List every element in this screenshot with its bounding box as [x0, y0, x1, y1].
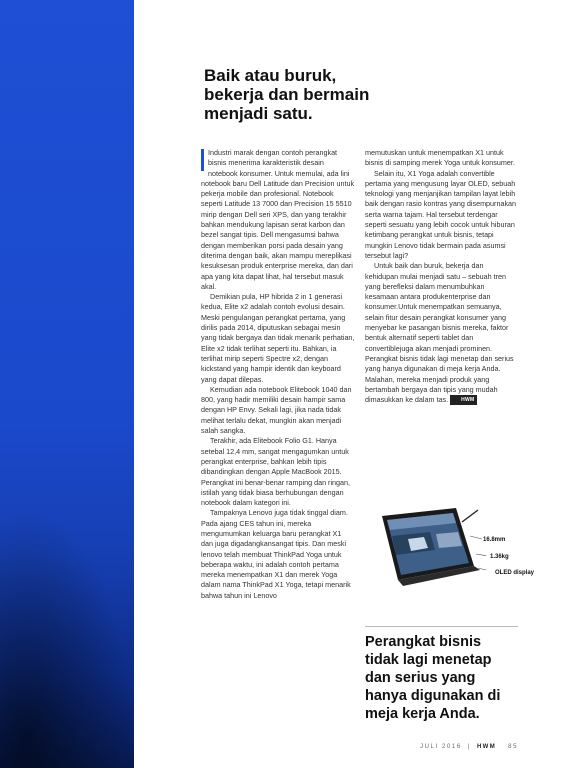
blue-side-band: [0, 0, 134, 768]
page-footer: [420, 744, 518, 750]
body-column-left: [201, 148, 355, 601]
body-paragraph: Kemudian ada notebook Elitebook 1040 dan 800, yang hadir memiliki desain hampir sama dengan HP Envy. Sekali lagi, jika nada tidak melihat terlalu dekat, mungkin akan menjadi salah sangka.: [201, 384, 352, 436]
spec-display-label: [495, 570, 534, 577]
end-of-article-mark: HWM: [450, 395, 476, 405]
body-column-right: [365, 148, 518, 405]
pullquote-line: Perangkat bisnis: [365, 634, 482, 650]
pullquote-divider: [365, 626, 518, 627]
laptop-tablet-illustration: [378, 506, 486, 588]
paragraph-text: Industri marak dengan contoh perangkat bisnis menerima karakteristik desain notebook konsumer. Untuk memulai, ada lini notebook baru Dell Latitude dan Precision untuk pekerja mobile dan profesional. Notebook seperti Latitude 13 7000 dan Precision 15 5510 mirip dengan Dell seri XPS, dan yang terakhir bahkan mendukung lapisan serat karbon dan bezel sangat tipis. Dell mengasumsi bahwa dengan memberikan porsi pada desain yang diterima dengan baik, akan mampu mereplikasi kesuksesan produk enterprise mereka, dan dari apa yang kita dapat lihat, hal tersebut masuk akal.: [201, 148, 355, 291]
body-paragraph: [365, 261, 518, 405]
footer-brand: HWM: [476, 744, 497, 750]
pullquote-line: meja kerja Anda.: [365, 706, 480, 722]
body-paragraph: Selain itu, X1 Yoga adalah convertible pertama yang mengusung layar OLED, sebuah teknologi yang menjanjikan tampilan layat lebih baik dengan rasio kontras yang disempurnakan serta warna tajam. Hal tersebut terdengar seperti sesuatu yang lebih cocok untuk hiburan ketimbang perangkat untuk bisnis, tetapi mungkin Lenovo tidak bermain pada asumsi tersebut lagi?: [365, 168, 517, 260]
body-paragraph: [201, 148, 355, 292]
pullquote-line: hanya digunakan di: [365, 688, 501, 704]
pullquote-line: tidak lagi menetap: [365, 652, 492, 668]
page-number: 85: [508, 744, 519, 750]
body-paragraph: Demikian pula, HP hibrida 2 in 1 generasi kedua, Elite x2 adalah contoh evolusi desain. Meski pengulangan perangkat pertama, yang dirilis pada 2014, diputuskan sebagai mesin yang tidak bergaya dan tidak menarik perhatian, Elite x2 tidak terlihat seperti itu. Bahkan, ia terlihat mirip seperti Spectre x2, dengan kickstand yang hampir identik dan keyboard yang dapat dilepas.: [201, 292, 355, 384]
spec-thickness-label: 16.8mm: [483, 537, 506, 543]
body-paragraph: memutuskan untuk menempatkan X1 untuk bisnis di samping merek Yoga untuk konsumer.: [365, 148, 515, 168]
drop-cap-marker: [201, 149, 204, 171]
headline-line: bekerja dan bermain: [204, 85, 370, 104]
footer-separator: |: [467, 744, 471, 750]
paragraph-text: Untuk baik dan buruk, bekerja dan kehidupan mulai menjadi satu – sebuah tren yang berefleksi dalam menumbuhkan kesamaan antara produkenterprise dan konsumer.Untuk menempatkan semuanya, selain fitur desain perangkat konsumer yang menyebar ke pasangan bisnis mereka, faktor bentuk alternatif seperti tablet dan convertiblejuga akan menjadi prominen. Perangkat bisnis tidak lagi menetap dan serius yang hanya digunakan di meja kerja Anda. Malahan, mereka menjadi produk yang bertambah bergaya dan tipis yang mudah dimasukkan ke dalam tas.: [365, 261, 514, 405]
pull-quote: [365, 633, 525, 723]
article-headline: [204, 66, 394, 123]
body-paragraph: Terakhir, ada Elitebook Folio G1. Hanya setebal 12,4 mm, sangat mengagumkan untuk perangkat enterprise, bahkan lebih tipis dibandingkan dengan Apple MacBook 2015. Perangkat ini benar-benar ramping dan ringan, istilah yang tidak biasa berhubungan dengan notebook dalam kategori ini.: [201, 436, 351, 508]
headline-line: menjadi satu.: [204, 104, 313, 123]
spec-weight-label: 1.36kg: [490, 554, 509, 560]
spec-display-text: OLED display: [495, 570, 535, 576]
body-paragraph: Tampaknya Lenovo juga tidak tinggal diam. Pada ajang CES tahun ini, mereka mengumumkan keluarga baru perangkat X1 dan juga digadangkansangat tipis. Dan meski lenovo telah membuat ThinkPad Yoga untuk beberapa waktu, ini adalah contoh pertama mereka menempatkan X1 dan merek Yoga dalam nama ThinkPad X1 Yoga, tetapi menarik bahwa tahun ini Lenovo: [201, 508, 351, 600]
pullquote-line: dan serius yang: [365, 670, 476, 686]
headline-line: Baik atau buruk,: [204, 66, 337, 85]
footer-issue: JULI 2016: [420, 744, 462, 750]
